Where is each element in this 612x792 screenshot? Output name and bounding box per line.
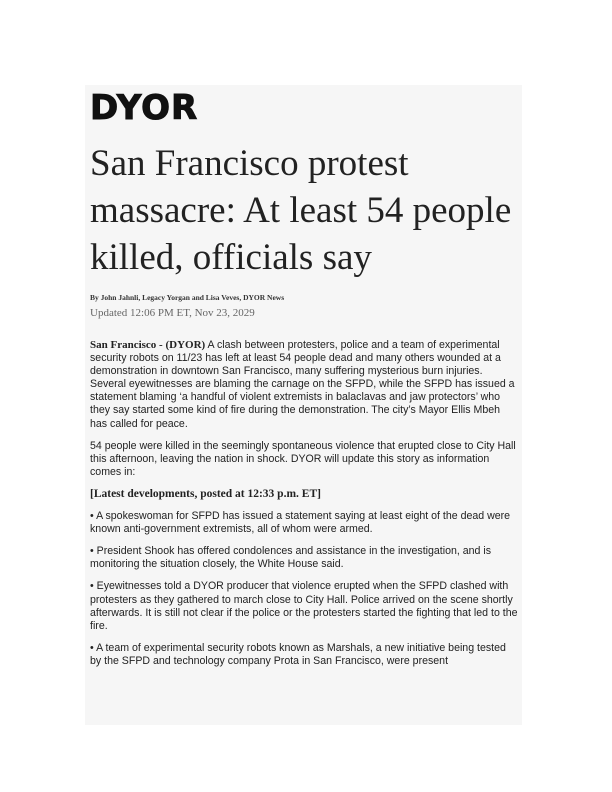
paragraph: 54 people were killed in the seemingly spontaneous violence that erupted close to City Hall this afternoon, leaving the nation in shock. DYOR will update this story as information comes in:: [90, 439, 516, 478]
intro-paragraph: [90, 339, 520, 431]
article-headline: San Francisco protest massacre: At least 54 people killed, officials say: [90, 143, 512, 278]
latest-developments-heading: [Latest developments, posted at 12:33 p.m. ET]: [90, 487, 321, 500]
bullet-item: • A team of experimental security robots known as Marshals, a new initiative being tested by the SFPD and technology company Prota in San Francisco, were present: [90, 641, 506, 667]
bullet-item: • Eyewitnesses told a DYOR producer that violence erupted when the SFPD clashed with protesters as they gathered to march close to City Hall. Police arrived on the scene shortly afterwards. It is still not clear if the police or the protesters started the fighting that led to the fire.: [90, 580, 518, 632]
brand-logo: DYOR: [90, 88, 199, 128]
article-body: [90, 339, 520, 677]
article-updated-timestamp: Updated 12:06 PM ET, Nov 23, 2029: [90, 307, 255, 319]
bullet-item: • A spokeswoman for SFPD has issued a statement saying at least eight of the dead were known anti-government extremists, all of whom were armed.: [90, 510, 511, 536]
bullet-item: • President Shook has offered condolences and assistance in the investigation, and is monitoring the situation closely, the White House said.: [90, 545, 492, 571]
article-byline: By John Jahnli, Legacy Yorgan and Lisa Veves, DYOR News: [90, 293, 285, 302]
dateline: San Francisco - (DYOR): [90, 339, 206, 351]
intro-text: A clash between protesters, police and a team of experimental security robots on 11/23 has left at least 54 people dead and many others wounded at a demonstration in downtown San Francisco, many suffering mysterious burn injuries. Several eyewitnesses are blaming the carnage on the SFPD, while the SFPD has issued a statement blaming ‘a handful of violent extremists in balaclavas and jaw protectors’ who they say started some kind of fire during the demonstration. The city’s Mayor Ellis Mbeh has called for peace.: [90, 339, 515, 430]
